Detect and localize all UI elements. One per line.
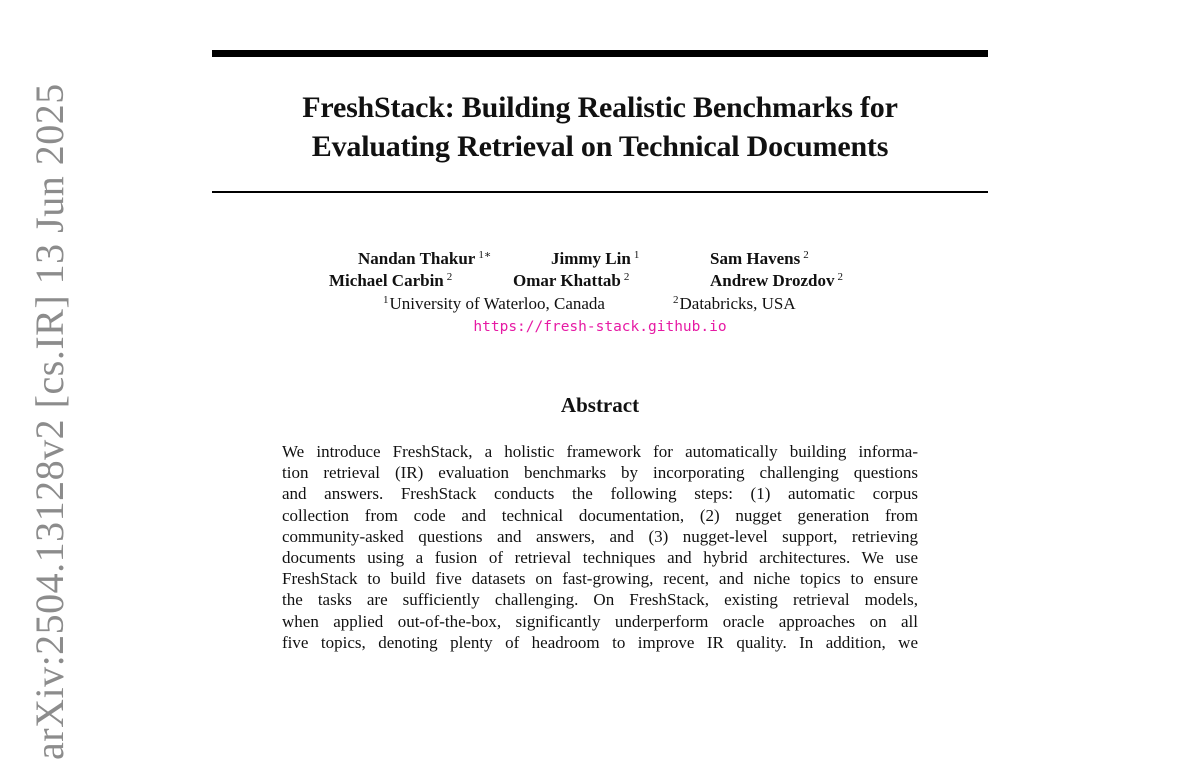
title-top-rule (212, 50, 988, 57)
arxiv-stamp (26, 83, 74, 760)
abstract-heading: Abstract (560, 393, 640, 417)
author-nandan-thakur (358, 248, 491, 270)
title-bottom-rule (212, 191, 988, 193)
author-row-2 (212, 270, 988, 292)
abstract-line: when applied out-of-the-box, significantly underperform oracle approaches on all (282, 611, 918, 631)
abstract-line: collection from code and technical documentation, (2) nugget generation from (282, 505, 918, 525)
author-name: Michael Carbin (329, 271, 444, 290)
abstract-line: tion retrieval (IR) evaluation benchmarks by incorporating challenging questions (282, 463, 918, 483)
affiliation-mark: 2 (673, 294, 679, 306)
author-row-1 (212, 248, 988, 270)
abstract-body (282, 441, 918, 653)
affiliation-databricks (673, 293, 796, 315)
abstract-line: five topics, denoting plenty of headroom to improve IR quality. In addition, we (282, 632, 918, 652)
abstract-line: We introduce FreshStack, a holistic framework for automatically building informa- (282, 442, 918, 461)
abstract-line: documents using a fusion of retrieval techniques and hybrid architectures. We use (282, 547, 918, 567)
abstract-line: FreshStack to build five datasets on fast-growing, recent, and niche topics to ensure (282, 569, 918, 589)
affiliations (212, 293, 988, 315)
arxiv-stamp-text: arXiv:2504.13128v2 [cs.IR] 13 Jun 2025 (27, 83, 72, 760)
affiliation-name: University of Waterloo, Canada (389, 294, 605, 313)
author-affiliation-mark: 1∗ (478, 249, 492, 261)
author-name: Andrew Drozdov (710, 271, 835, 290)
author-affiliation-mark: 2 (446, 271, 453, 283)
author-affiliation-mark: 2 (837, 271, 844, 283)
abstract-line: the tasks are sufficiently challenging. On FreshStack, existing retrieval models, (282, 590, 918, 610)
author-name: Jimmy Lin (551, 249, 631, 268)
author-michael-carbin (329, 270, 452, 292)
author-omar-khattab (513, 270, 629, 292)
author-name: Nandan Thakur (358, 249, 476, 268)
abstract-line: community-asked questions and answers, and (3) nugget-level support, retrieving (282, 526, 918, 546)
author-sam-havens (710, 248, 809, 270)
paper-title (212, 88, 988, 166)
paper-title-line: Evaluating Retrieval on Technical Documents (311, 130, 889, 163)
author-name: Omar Khattab (513, 271, 621, 290)
author-affiliation-mark: 1 (633, 249, 640, 261)
affiliation-name: Databricks, USA (679, 294, 796, 313)
affiliation-waterloo (383, 293, 605, 315)
author-affiliation-mark: 2 (623, 271, 630, 283)
paper-title-line: FreshStack: Building Realistic Benchmarks for (302, 91, 898, 124)
author-name: Sam Havens (710, 249, 801, 268)
project-url-link[interactable]: https://fresh-stack.github.io (473, 319, 727, 335)
affiliation-mark: 1 (383, 294, 389, 306)
author-jimmy-lin (551, 248, 639, 270)
author-affiliation-mark: 2 (803, 249, 809, 261)
abstract-line: and answers. FreshStack conducts the following steps: (1) automatic corpus (282, 484, 918, 504)
author-andrew-drozdov (710, 270, 843, 292)
